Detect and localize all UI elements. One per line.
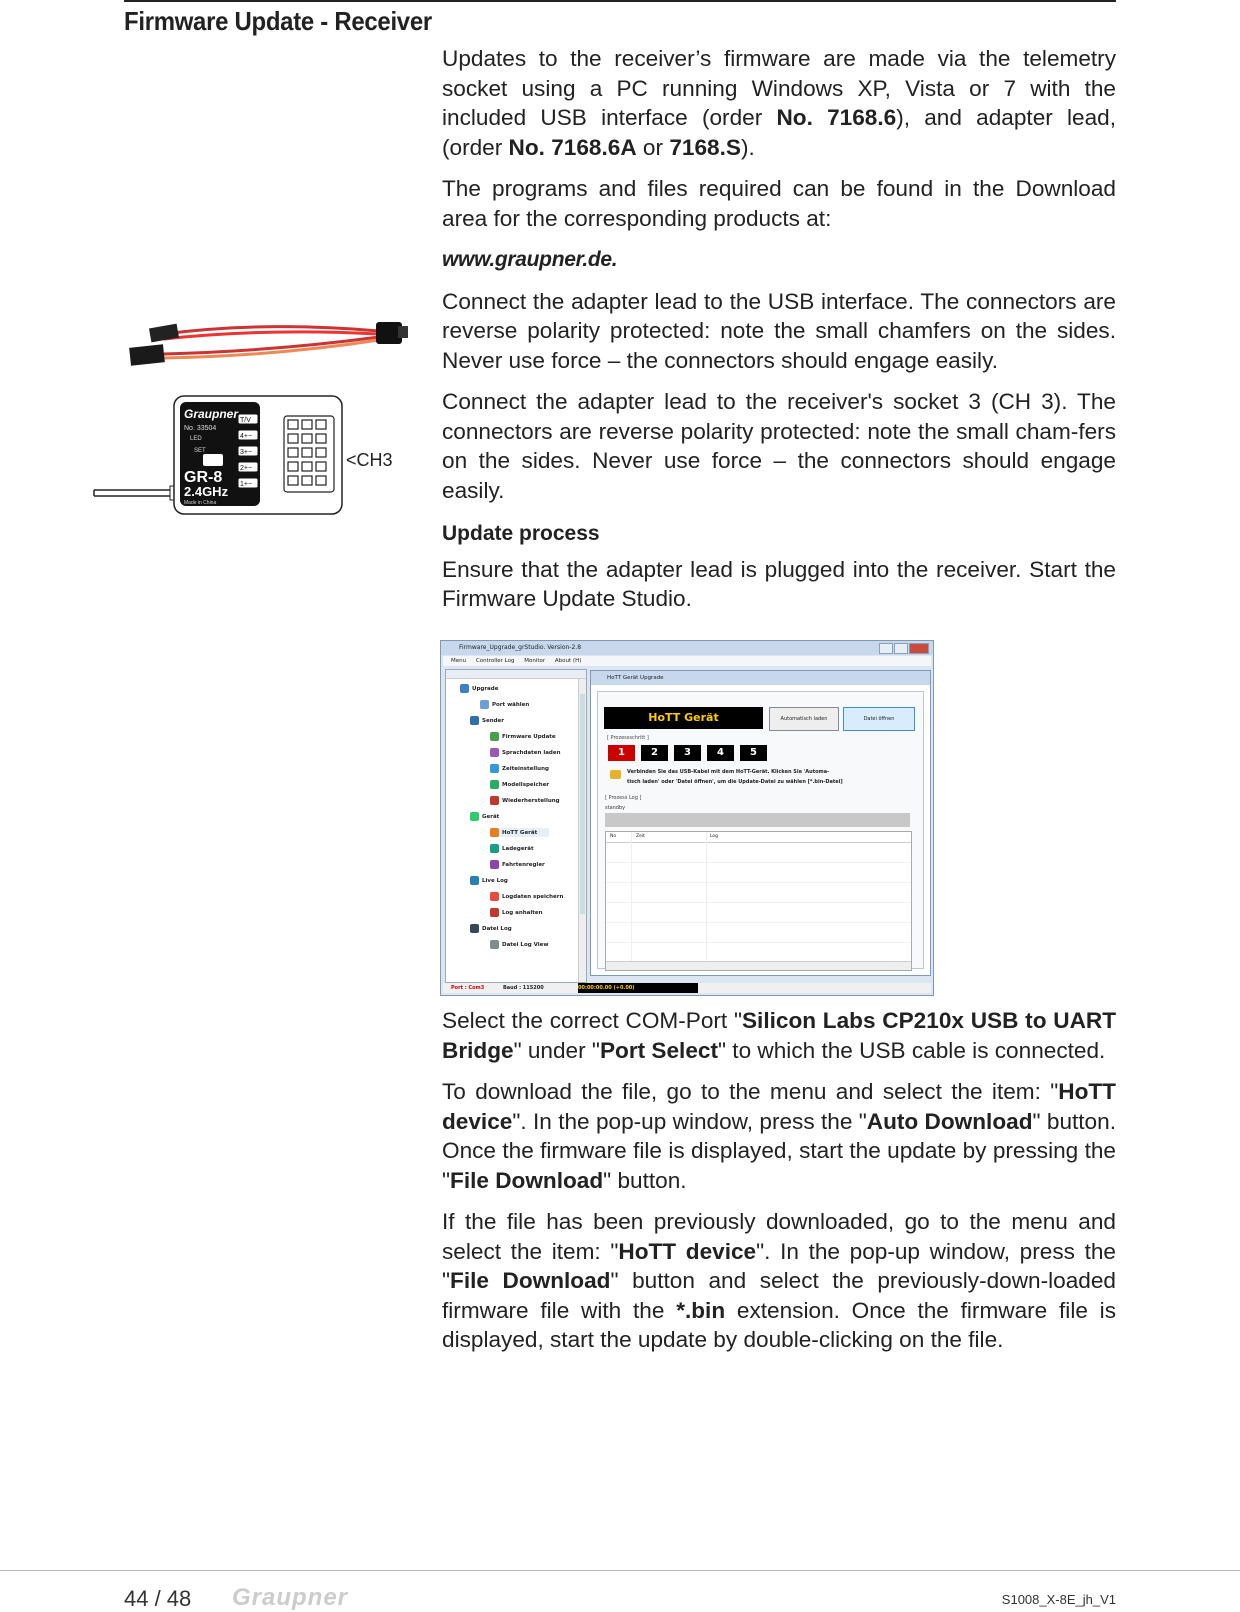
- document-code: S1008_X-8E_jh_V1: [1001, 1592, 1116, 1607]
- tree-item-restore[interactable]: Wiederherstellung: [490, 796, 560, 805]
- log-group-label: [ Prozess Log ]: [605, 795, 642, 801]
- menu-item[interactable]: Controller Log: [475, 658, 515, 664]
- menu-item[interactable]: About (H): [554, 658, 582, 664]
- svg-text:3+−: 3+−: [240, 449, 253, 456]
- navigation-tree: [445, 669, 587, 983]
- tree-item-device[interactable]: Gerät: [470, 812, 499, 821]
- step-5: 5: [740, 745, 767, 761]
- intro-paragraph-2: The programs and files required can be found in the Download area for the corresponding products at:: [442, 176, 1116, 231]
- menu-item[interactable]: Monitor: [524, 658, 546, 664]
- footer-rule: [0, 1570, 1240, 1571]
- tree-scrollbar[interactable]: [578, 679, 586, 982]
- instruction-paragraph-3: If the file has been previously downloaded, go to the menu and select the item: "HoTT device". In the pop-up window, press the "File Download" button and select the previously-down-loaded firmware file with the *.bin extension. Once the firmware file is displayed, start the update by double-clicking on the file.: [442, 1209, 1116, 1352]
- tree-item-upgrade[interactable]: Upgrade: [460, 684, 498, 693]
- timer-display: 00:00:00.00 (+0.00): [578, 983, 698, 993]
- file-open-button[interactable]: Datei öffnen: [843, 707, 915, 731]
- instruction-message: Verbinden Sie das USB-Kabel mit dem HoTT-Gerät. Klicken Sie 'Automa- tisch laden' oder 'Datei öffnen', um die Update-Datei zu wählen [*.bin-Datei]: [627, 769, 843, 785]
- firmware-studio-screenshot: [440, 640, 934, 996]
- tree-item-live-log[interactable]: Live Log: [470, 876, 508, 885]
- status-text: standby: [605, 805, 626, 811]
- maximize-icon: [894, 643, 908, 654]
- log-scrollbar[interactable]: [606, 961, 911, 970]
- footer-logo: Graupner: [232, 1584, 349, 1611]
- update-process-paragraph: Ensure that the adapter lead is plugged into the receiver. Start the Firmware Update Studio.: [442, 556, 1116, 611]
- tree-item-sender[interactable]: Sender: [470, 716, 504, 725]
- close-icon: [909, 643, 929, 654]
- minimize-icon: [879, 643, 893, 654]
- receiver-led: LED: [190, 436, 202, 442]
- step-4: 4: [707, 745, 734, 761]
- intro-paragraph-4: Connect the adapter lead to the receiver's socket 3 (CH 3). The connectors are reverse polarity protected: note the small cham-fers on the sides. Never use force – the connectors should engage easily.: [442, 389, 1116, 503]
- ch3-label: <CH3: [346, 450, 393, 470]
- receiver-made-in: Made in China: [184, 500, 217, 506]
- page-title: Firmware Update - Receiver: [124, 6, 432, 36]
- update-process-heading: Update process: [442, 522, 600, 545]
- auto-download-button[interactable]: Automatisch laden: [769, 707, 839, 731]
- process-steps: [608, 745, 767, 761]
- window-title: Firmware_Upgrade_grStudio. Version-2.8: [441, 641, 933, 655]
- tree-item-charger[interactable]: Ladegerät: [490, 844, 534, 853]
- tree-item-hott-device[interactable]: HoTT Gerät: [490, 828, 549, 837]
- receiver-figure: [90, 392, 410, 522]
- tree-item-model-memory[interactable]: Modellspeicher: [490, 780, 549, 789]
- receiver-set: SET: [194, 448, 206, 454]
- tree-item-stop-log[interactable]: Log anhalten: [490, 908, 543, 917]
- tree-item-file-log-view[interactable]: Datei Log View: [490, 940, 548, 949]
- instruction-paragraph-2: To download the file, go to the menu and select the item: "HoTT device". In the pop-up window, press the "Auto Download" button. Once the firmware file is displayed, start the update by pressing the "File Download" button.: [442, 1079, 1116, 1193]
- tree-item-file-log[interactable]: Datei Log: [470, 924, 512, 933]
- website-link[interactable]: www.graupner.de.: [442, 248, 618, 271]
- step-group-label: [ Prozessschritt ]: [607, 735, 649, 741]
- column-time: Zeit: [636, 834, 645, 839]
- intro-section: [442, 44, 1116, 626]
- port-status: Port : Com3: [451, 985, 485, 991]
- svg-text:2+−: 2+−: [240, 465, 253, 472]
- tree-item-firmware-update[interactable]: Firmware Update: [490, 732, 556, 741]
- receiver-model: GR-8: [184, 469, 223, 486]
- dialog-title: HoTT Gerät Upgrade: [591, 671, 930, 685]
- instructions-section: [442, 1006, 1116, 1367]
- menu-bar: [443, 656, 931, 666]
- tree-item-port[interactable]: Port wählen: [480, 700, 529, 709]
- tree-item-time[interactable]: Zeiteinstellung: [490, 764, 549, 773]
- receiver-freq: 2.4GHz: [184, 484, 229, 499]
- svg-text:4+−: 4+−: [240, 433, 253, 440]
- lock-icon: [610, 770, 621, 779]
- menu-item[interactable]: Menu: [451, 658, 467, 664]
- step-2: 2: [641, 745, 668, 761]
- column-log: Log: [710, 834, 719, 839]
- page-number: 44 / 48: [124, 1586, 192, 1611]
- hott-device-label: HoTT Gerät: [604, 707, 763, 729]
- receiver-brand: Graupner: [184, 407, 239, 421]
- step-3: 3: [674, 745, 701, 761]
- svg-text:T/V: T/V: [240, 417, 251, 424]
- receiver-pin-grid: [284, 416, 334, 492]
- baud-status: Baud : 115200: [503, 985, 544, 991]
- step-1: 1: [608, 745, 635, 761]
- svg-text:1+−: 1+−: [240, 481, 253, 488]
- tree-item-save-log[interactable]: Logdaten speichern: [490, 892, 563, 901]
- top-rule: [124, 0, 1116, 2]
- receiver-model-no: No. 33504: [184, 425, 217, 432]
- tree-item-voice[interactable]: Sprachdaten laden: [490, 748, 561, 757]
- status-bar: [443, 983, 931, 993]
- tree-item-speed-controller[interactable]: Fahrtenregler: [490, 860, 545, 869]
- progress-bar: [605, 813, 910, 827]
- hott-upgrade-dialog: [590, 670, 931, 976]
- adapter-lead-figure: [124, 296, 414, 376]
- instruction-paragraph-1: Select the correct COM-Port "Silicon Labs CP210x USB to UART Bridge" under "Port Select" to which the USB cable is connected.: [442, 1008, 1116, 1063]
- intro-paragraph-1: Updates to the receiver’s firmware are made via the telemetry socket using a PC running Windows XP, Vista or 7 with the included USB interface (order No. 7168.6), and adapter lead, (order No. 7168.6A or 7168.S).: [442, 46, 1117, 160]
- log-table: [605, 831, 912, 971]
- intro-paragraph-3: Connect the adapter lead to the USB interface. The connectors are reverse polarity protected: note the small chamfers on the sides. Never use force – the connectors should engage easily.: [442, 288, 1116, 373]
- column-no: No: [610, 834, 617, 839]
- window-controls: [879, 643, 929, 654]
